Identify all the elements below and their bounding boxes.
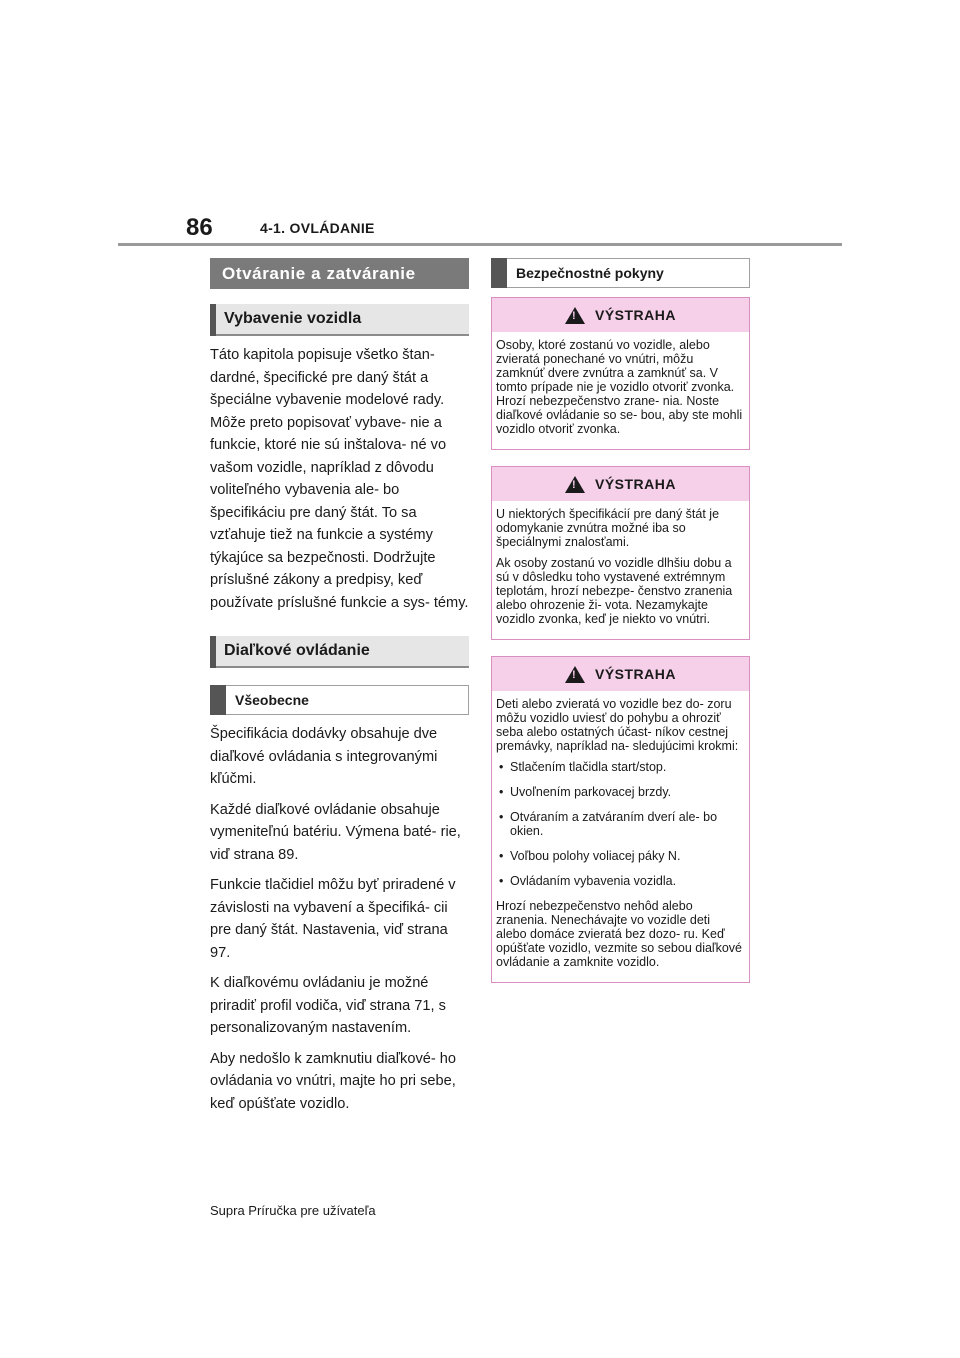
- list-item: • Voľbou polohy voliacej páky N.: [496, 849, 743, 863]
- warning-box-3: [491, 656, 750, 983]
- right-column: [491, 258, 750, 983]
- paragraph: Aby nedošlo k zamknutiu diaľkové- ho ovládania vo vnútri, majte ho pri sebe, keď opúšťate vozidlo.: [210, 1050, 456, 1112]
- warning-paragraph: Osoby, ktoré zostanú vo vozidle, alebo zvieratá ponechané vo vnútri, môžu zamknúť dvere zvnútra a zamknúť sa. V tomto prípade nie je vozidlo otvoriť zvonka. Hrozí nebezpečenstvo zrane- nia. Noste diaľkové ovládanie so se- bou, aby ste mohli vozidlo otvoriť zvonka.: [496, 338, 743, 436]
- warning-body: [492, 691, 749, 982]
- warning-box-1: [491, 297, 750, 450]
- left-column: [210, 258, 469, 1123]
- section-heading-vybavenie: Vybavenie vozidla: [210, 304, 469, 336]
- footer-text: Supra Príručka pre užívateľa: [210, 1203, 376, 1218]
- warning-paragraph: Deti alebo zvieratá vo vozidle bez do- zoru môžu vozidlo uviesť do pohybu a ohroziť seba alebo ostatných účast- níkov cestnej premávky, napríklad na- sledujúcimi krokmi:: [496, 697, 739, 753]
- section-dialkove-text: [210, 723, 469, 1115]
- section-heading-dialkove: Diaľkové ovládanie: [210, 636, 469, 668]
- paragraph: Špecifikácia dodávky obsahuje dve diaľkové ovládania s integrovanými kľúčmi.: [210, 726, 438, 787]
- list-item: • Ovládaním vybavenia vozidla.: [496, 874, 743, 888]
- page-number: 86: [186, 214, 213, 241]
- warning-paragraph: Ak osoby zostanú vo vozidle dlhšiu dobu a sú v dôsledku toho vystavené extrémnym teplotám, hrozí nebezpe- čenstvo zranenia alebo ohrozenie ži- vota. Nezamykajte vozidlo zvonka, keď je niekto vo vnútri.: [496, 556, 733, 626]
- list-item: • Otváraním a zatváraním dverí ale- bo okien.: [496, 810, 743, 838]
- warning-header: [492, 467, 749, 501]
- list-item: • Uvoľnením parkovacej brzdy.: [496, 785, 743, 799]
- warning-paragraph: U niektorých špecifikácií pre daný štát je odomykanie zvnútra možné iba so špeciálnymi znalosťami.: [496, 507, 720, 549]
- subheading-vseobecne: Všeobecne: [210, 685, 469, 715]
- list-item: • Stlačením tlačidla start/stop.: [496, 760, 743, 774]
- warning-triangle-icon: [565, 666, 585, 683]
- paragraph: Každé diaľkové ovládanie obsahuje vymeniteľnú batériu. Výmena baté- rie, viď strana 89.: [210, 801, 461, 863]
- paragraph: Táto kapitola popisuje všetko štan- dardné, špecifické pre daný štát a špeciálne vybavenie modelové rady. Môže preto popisovať vybave- nie a funkcie, ktoré nie sú inštalova- né vo vašom vozidle, napríklad z dôvodu voliteľného vybavenia ale- bo špecifikáciu pre daný štát. To sa vzťahuje tiež na funkcie a systémy týkajúce sa bezpečnosti. Dodržujte príslušné zákony a predpisy, keď používate príslušné funkcie a sys- témy.: [210, 347, 469, 611]
- warning-bullet-list: [496, 760, 743, 888]
- warning-title: VÝSTRAHA: [594, 476, 676, 492]
- paragraph: Funkcie tlačidiel môžu byť priradené v závislosti na vybavení a špecifiká- cii pre daný štát. Nastavenia, viď strana 97.: [210, 877, 456, 961]
- warning-title: VÝSTRAHA: [594, 666, 676, 682]
- chapter-title: 4-1. OVLÁDANIE: [260, 220, 375, 236]
- warning-paragraph: Hrozí nebezpečenstvo nehôd alebo zranenia. Nenechávajte vo vozidle deti alebo domáce zvieratá bez dozo- ru. Keď opúšťate vozidlo, vezmite so sebou diaľkové ovládanie a zamknite vozidlo.: [496, 899, 742, 969]
- warning-body: [492, 501, 749, 639]
- warning-triangle-icon: [565, 476, 585, 493]
- warning-header: [492, 657, 749, 691]
- warning-box-2: [491, 466, 750, 640]
- warning-header: [492, 298, 749, 332]
- safety-heading: Bezpečnostné pokyny: [491, 258, 750, 288]
- header-divider: [118, 243, 842, 246]
- warning-title: VÝSTRAHA: [594, 307, 676, 323]
- paragraph: K diaľkovému ovládaniu je možné priradiť profil vodiča, viď strana 71, s personalizovaným nastavením.: [210, 975, 446, 1036]
- section-vybavenie-text: [210, 344, 469, 614]
- warning-body: [492, 332, 749, 449]
- main-title: Otváranie a zatváranie: [210, 258, 469, 289]
- warning-triangle-icon: [565, 307, 585, 324]
